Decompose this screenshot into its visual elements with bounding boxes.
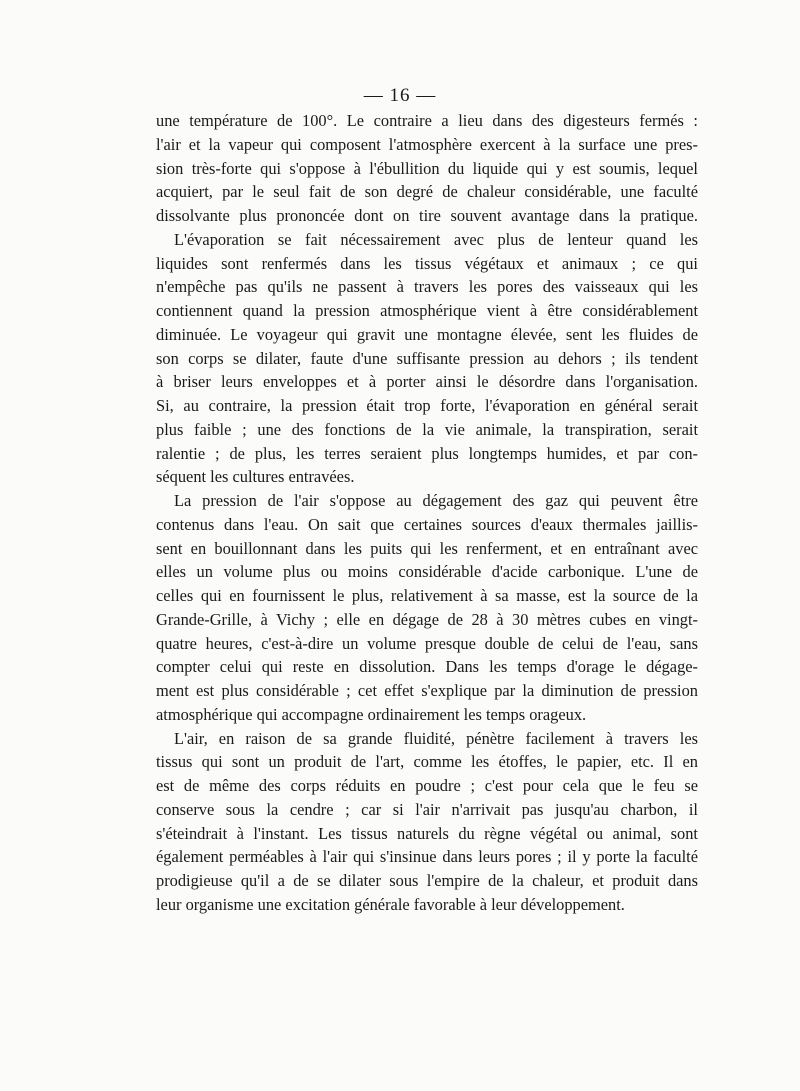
text-line: atmosphérique qui accompagne ordinairement les temps orageux. [156,704,587,724]
text-line: tissus qui sont un produit de l'art, comme les étoffes, le papier, etc. Il en [156,752,698,772]
text-line: celles qui en fournissent le plus, relativement à sa masse, est la source de la [156,586,698,605]
text-line: contiennent quand la pression atmosphérique vient à être considérablement [156,301,698,320]
text-line: ralentie ; de plus, les terres seraient plus longtemps humides, et par con- [156,443,698,463]
text-line: son corps se dilater, faute d'une suffisante pression au dehors ; ils tendent [156,348,698,368]
text-line: sion très-forte qui s'oppose à l'ébullition du liquide qui y est soumis, lequel [156,158,698,178]
text-line: sent en bouillonnant dans les puits qui les renferment, et en entraînant avec [156,538,698,558]
text-line: compter celui qui reste en dissolution. Dans les temps d'orage le dégage- [156,657,698,677]
text-line: également perméables à l'air qui s'insinue dans leurs pores ; il y porte la faculté [156,847,698,867]
paragraph-start-line: La pression de l'air s'oppose au dégagement des gaz qui peuvent être [174,491,698,510]
text-line: l'air et la vapeur qui composent l'atmosphère exercent à la surface une pres- [156,134,698,154]
text-line: diminuée. Le voyageur qui gravit une montagne élevée, sent les fluides de [156,324,698,344]
text-line: ment est plus considérable ; cet effet s'explique par la diminution de pression [156,681,698,700]
body-text [156,109,698,917]
text-line: Si, au contraire, la pression était trop forte, l'évaporation en général serait [156,396,698,415]
text-line: n'empêche pas qu'ils ne passent à travers les pores des vaisseaux qui les [156,277,698,297]
paragraph-start-line: L'air, en raison de sa grande fluidité, pénètre facilement à travers les [174,728,698,748]
text-line: elles un volume plus ou moins considérable d'acide carbonique. L'une de [156,562,698,582]
text-line: une température de 100°. Le contraire a lieu dans des digesteurs fermés : [156,111,698,130]
text-line: acquiert, par le seul fait de son degré de chaleur considérable, une faculté [156,182,698,202]
text-line: conserve sous la cendre ; car si l'air n'arrivait pas jusqu'au charbon, il [156,799,698,819]
text-line: dissolvante plus prononcée dont on tire souvent avantage dans la pratique. [156,206,698,225]
text-line: Grande-Grille, à Vichy ; elle en dégage de 28 à 30 mètres cubes en vingt- [156,609,698,629]
text-line: plus faible ; une des fonctions de la vie animale, la transpiration, serait [156,419,698,439]
paragraph-start-line: L'évaporation se fait nécessairement avec plus de lenteur quand les [174,229,698,249]
page-number: — 16 — [363,85,437,106]
text-line: leur organisme une excitation générale favorable à leur développement. [156,894,625,914]
text-line: quatre heures, c'est-à-dire un volume presque double de celui de l'eau, sans [156,633,698,653]
text-line: à briser leurs enveloppes et à porter ainsi le désordre dans l'organisation. [156,372,698,392]
text-line: séquent les cultures entravées. [156,467,355,487]
text-line: s'éteindrait à l'instant. Les tissus naturels du règne végétal ou animal, sont [156,823,698,843]
text-line: prodigieuse qu'il a de se dilater sous l'empire de la chaleur, et produit dans [156,871,698,890]
text-line: liquides sont renfermés dans les tissus végétaux et animaux ; ce qui [156,253,698,273]
text-line: contenus dans l'eau. On sait que certaines sources d'eaux thermales jaillis- [156,514,698,534]
text-line: est de même des corps réduits en poudre ; c'est pour cela que le feu se [156,776,698,795]
